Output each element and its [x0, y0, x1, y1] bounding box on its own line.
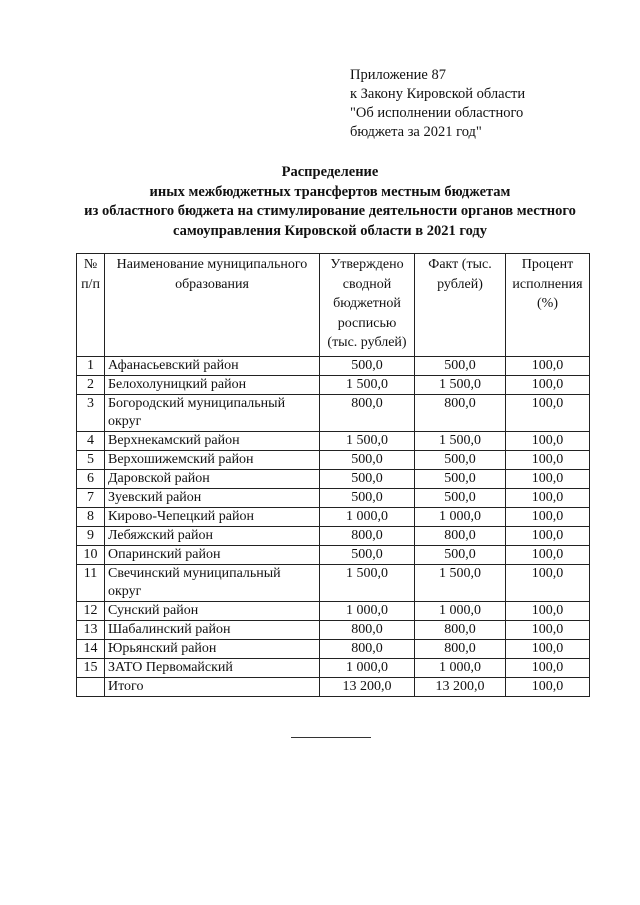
table-row — [77, 620, 590, 639]
cell-approved: 1 500,0 — [320, 431, 415, 450]
cell-num: 3 — [77, 394, 105, 431]
table-row — [77, 526, 590, 545]
appendix-line-2: к Закону Кировской области — [350, 86, 526, 102]
cell-percent: 100,0 — [506, 564, 590, 601]
cell-fact: 800,0 — [415, 620, 506, 639]
cell-percent: 100,0 — [506, 677, 590, 696]
cell-fact: 500,0 — [415, 488, 506, 507]
header-name: Наименование муниципального образования — [105, 254, 320, 357]
cell-num: 13 — [77, 620, 105, 639]
cell-approved: 1 500,0 — [320, 564, 415, 601]
cell-fact: 1 500,0 — [415, 564, 506, 601]
cell-name: Белохолуницкий район — [105, 375, 320, 394]
cell-name: ЗАТО Первомайский — [105, 658, 320, 677]
cell-approved: 800,0 — [320, 639, 415, 658]
cell-num: 9 — [77, 526, 105, 545]
cell-approved: 1 000,0 — [320, 658, 415, 677]
cell-name: Опаринский район — [105, 545, 320, 564]
cell-percent: 100,0 — [506, 375, 590, 394]
cell-name: Свечинский муниципальный округ — [105, 564, 320, 601]
cell-num: 15 — [77, 658, 105, 677]
cell-approved: 13 200,0 — [320, 677, 415, 696]
cell-percent: 100,0 — [506, 526, 590, 545]
cell-percent: 100,0 — [506, 394, 590, 431]
cell-fact: 800,0 — [415, 639, 506, 658]
cell-name: Верхошижемский район — [105, 450, 320, 469]
cell-approved: 800,0 — [320, 526, 415, 545]
signature-line — [291, 737, 371, 738]
cell-num — [77, 677, 105, 696]
cell-fact: 500,0 — [415, 469, 506, 488]
document-title — [60, 163, 600, 241]
cell-percent: 100,0 — [506, 488, 590, 507]
header-num: № п/п — [77, 254, 105, 357]
cell-num: 8 — [77, 507, 105, 526]
cell-fact: 500,0 — [415, 356, 506, 375]
cell-num: 4 — [77, 431, 105, 450]
cell-fact: 1 500,0 — [415, 375, 506, 394]
table-header-row — [77, 254, 590, 357]
cell-approved: 500,0 — [320, 356, 415, 375]
cell-name: Даровской район — [105, 469, 320, 488]
cell-name: Афанасьевский район — [105, 356, 320, 375]
cell-percent: 100,0 — [506, 507, 590, 526]
table-row — [77, 356, 590, 375]
cell-num: 6 — [77, 469, 105, 488]
appendix-line-4: бюджета за 2021 год" — [350, 124, 482, 140]
cell-approved: 500,0 — [320, 469, 415, 488]
cell-approved: 1 500,0 — [320, 375, 415, 394]
table-row — [77, 431, 590, 450]
cell-percent: 100,0 — [506, 658, 590, 677]
title-line-3: из областного бюджета на стимулирование деятельности органов местного — [84, 203, 576, 219]
cell-percent: 100,0 — [506, 431, 590, 450]
cell-name: Шабалинский район — [105, 620, 320, 639]
table-row — [77, 488, 590, 507]
appendix-line-1: Приложение 87 — [350, 67, 446, 83]
appendix-block — [350, 66, 620, 142]
cell-percent: 100,0 — [506, 469, 590, 488]
table-row — [77, 639, 590, 658]
cell-name: Зуевский район — [105, 488, 320, 507]
cell-name: Юрьянский район — [105, 639, 320, 658]
cell-fact: 500,0 — [415, 545, 506, 564]
table-row — [77, 394, 590, 431]
table-row — [77, 601, 590, 620]
cell-num: 5 — [77, 450, 105, 469]
cell-approved: 1 000,0 — [320, 601, 415, 620]
table-body — [77, 356, 590, 696]
title-line-4: самоуправления Кировской области в 2021 году — [173, 222, 487, 239]
header-approved: Утверждено сводной бюджетной росписью (тыс. рублей) — [320, 254, 415, 357]
cell-approved: 800,0 — [320, 394, 415, 431]
appendix-line-3: "Об исполнении областного — [350, 105, 524, 121]
table-row — [77, 545, 590, 564]
cell-num: 10 — [77, 545, 105, 564]
cell-percent: 100,0 — [506, 601, 590, 620]
cell-fact: 1 000,0 — [415, 507, 506, 526]
cell-fact: 1 000,0 — [415, 601, 506, 620]
cell-name: Лебяжский район — [105, 526, 320, 545]
cell-percent: 100,0 — [506, 545, 590, 564]
cell-num: 11 — [77, 564, 105, 601]
cell-name: Итого — [105, 677, 320, 696]
cell-num: 2 — [77, 375, 105, 394]
cell-name: Верхнекамский район — [105, 431, 320, 450]
cell-fact: 1 000,0 — [415, 658, 506, 677]
cell-name: Богородский муниципальный округ — [105, 394, 320, 431]
table-row — [77, 450, 590, 469]
cell-percent: 100,0 — [506, 356, 590, 375]
cell-fact: 1 500,0 — [415, 431, 506, 450]
cell-name: Сунский район — [105, 601, 320, 620]
cell-fact: 800,0 — [415, 394, 506, 431]
title-line-2: иных межбюджетных трансфертов местным бюджетам — [149, 183, 511, 200]
cell-num: 7 — [77, 488, 105, 507]
cell-fact: 800,0 — [415, 526, 506, 545]
total-row — [77, 677, 590, 696]
cell-name: Кирово-Чепецкий район — [105, 507, 320, 526]
cell-approved: 500,0 — [320, 450, 415, 469]
cell-num: 1 — [77, 356, 105, 375]
cell-approved: 500,0 — [320, 488, 415, 507]
cell-percent: 100,0 — [506, 450, 590, 469]
header-percent: Процент исполнения (%) — [506, 254, 590, 357]
header-fact: Факт (тыс. рублей) — [415, 254, 506, 357]
cell-approved: 800,0 — [320, 620, 415, 639]
table-row — [77, 507, 590, 526]
table-row — [77, 375, 590, 394]
cell-num: 14 — [77, 639, 105, 658]
cell-percent: 100,0 — [506, 639, 590, 658]
cell-approved: 1 000,0 — [320, 507, 415, 526]
cell-num: 12 — [77, 601, 105, 620]
cell-fact: 500,0 — [415, 450, 506, 469]
cell-approved: 500,0 — [320, 545, 415, 564]
cell-fact: 13 200,0 — [415, 677, 506, 696]
transfers-table — [76, 253, 590, 697]
table-row — [77, 469, 590, 488]
table-row — [77, 658, 590, 677]
title-line-1: Распределение — [281, 164, 379, 180]
cell-percent: 100,0 — [506, 620, 590, 639]
table-row — [77, 564, 590, 601]
